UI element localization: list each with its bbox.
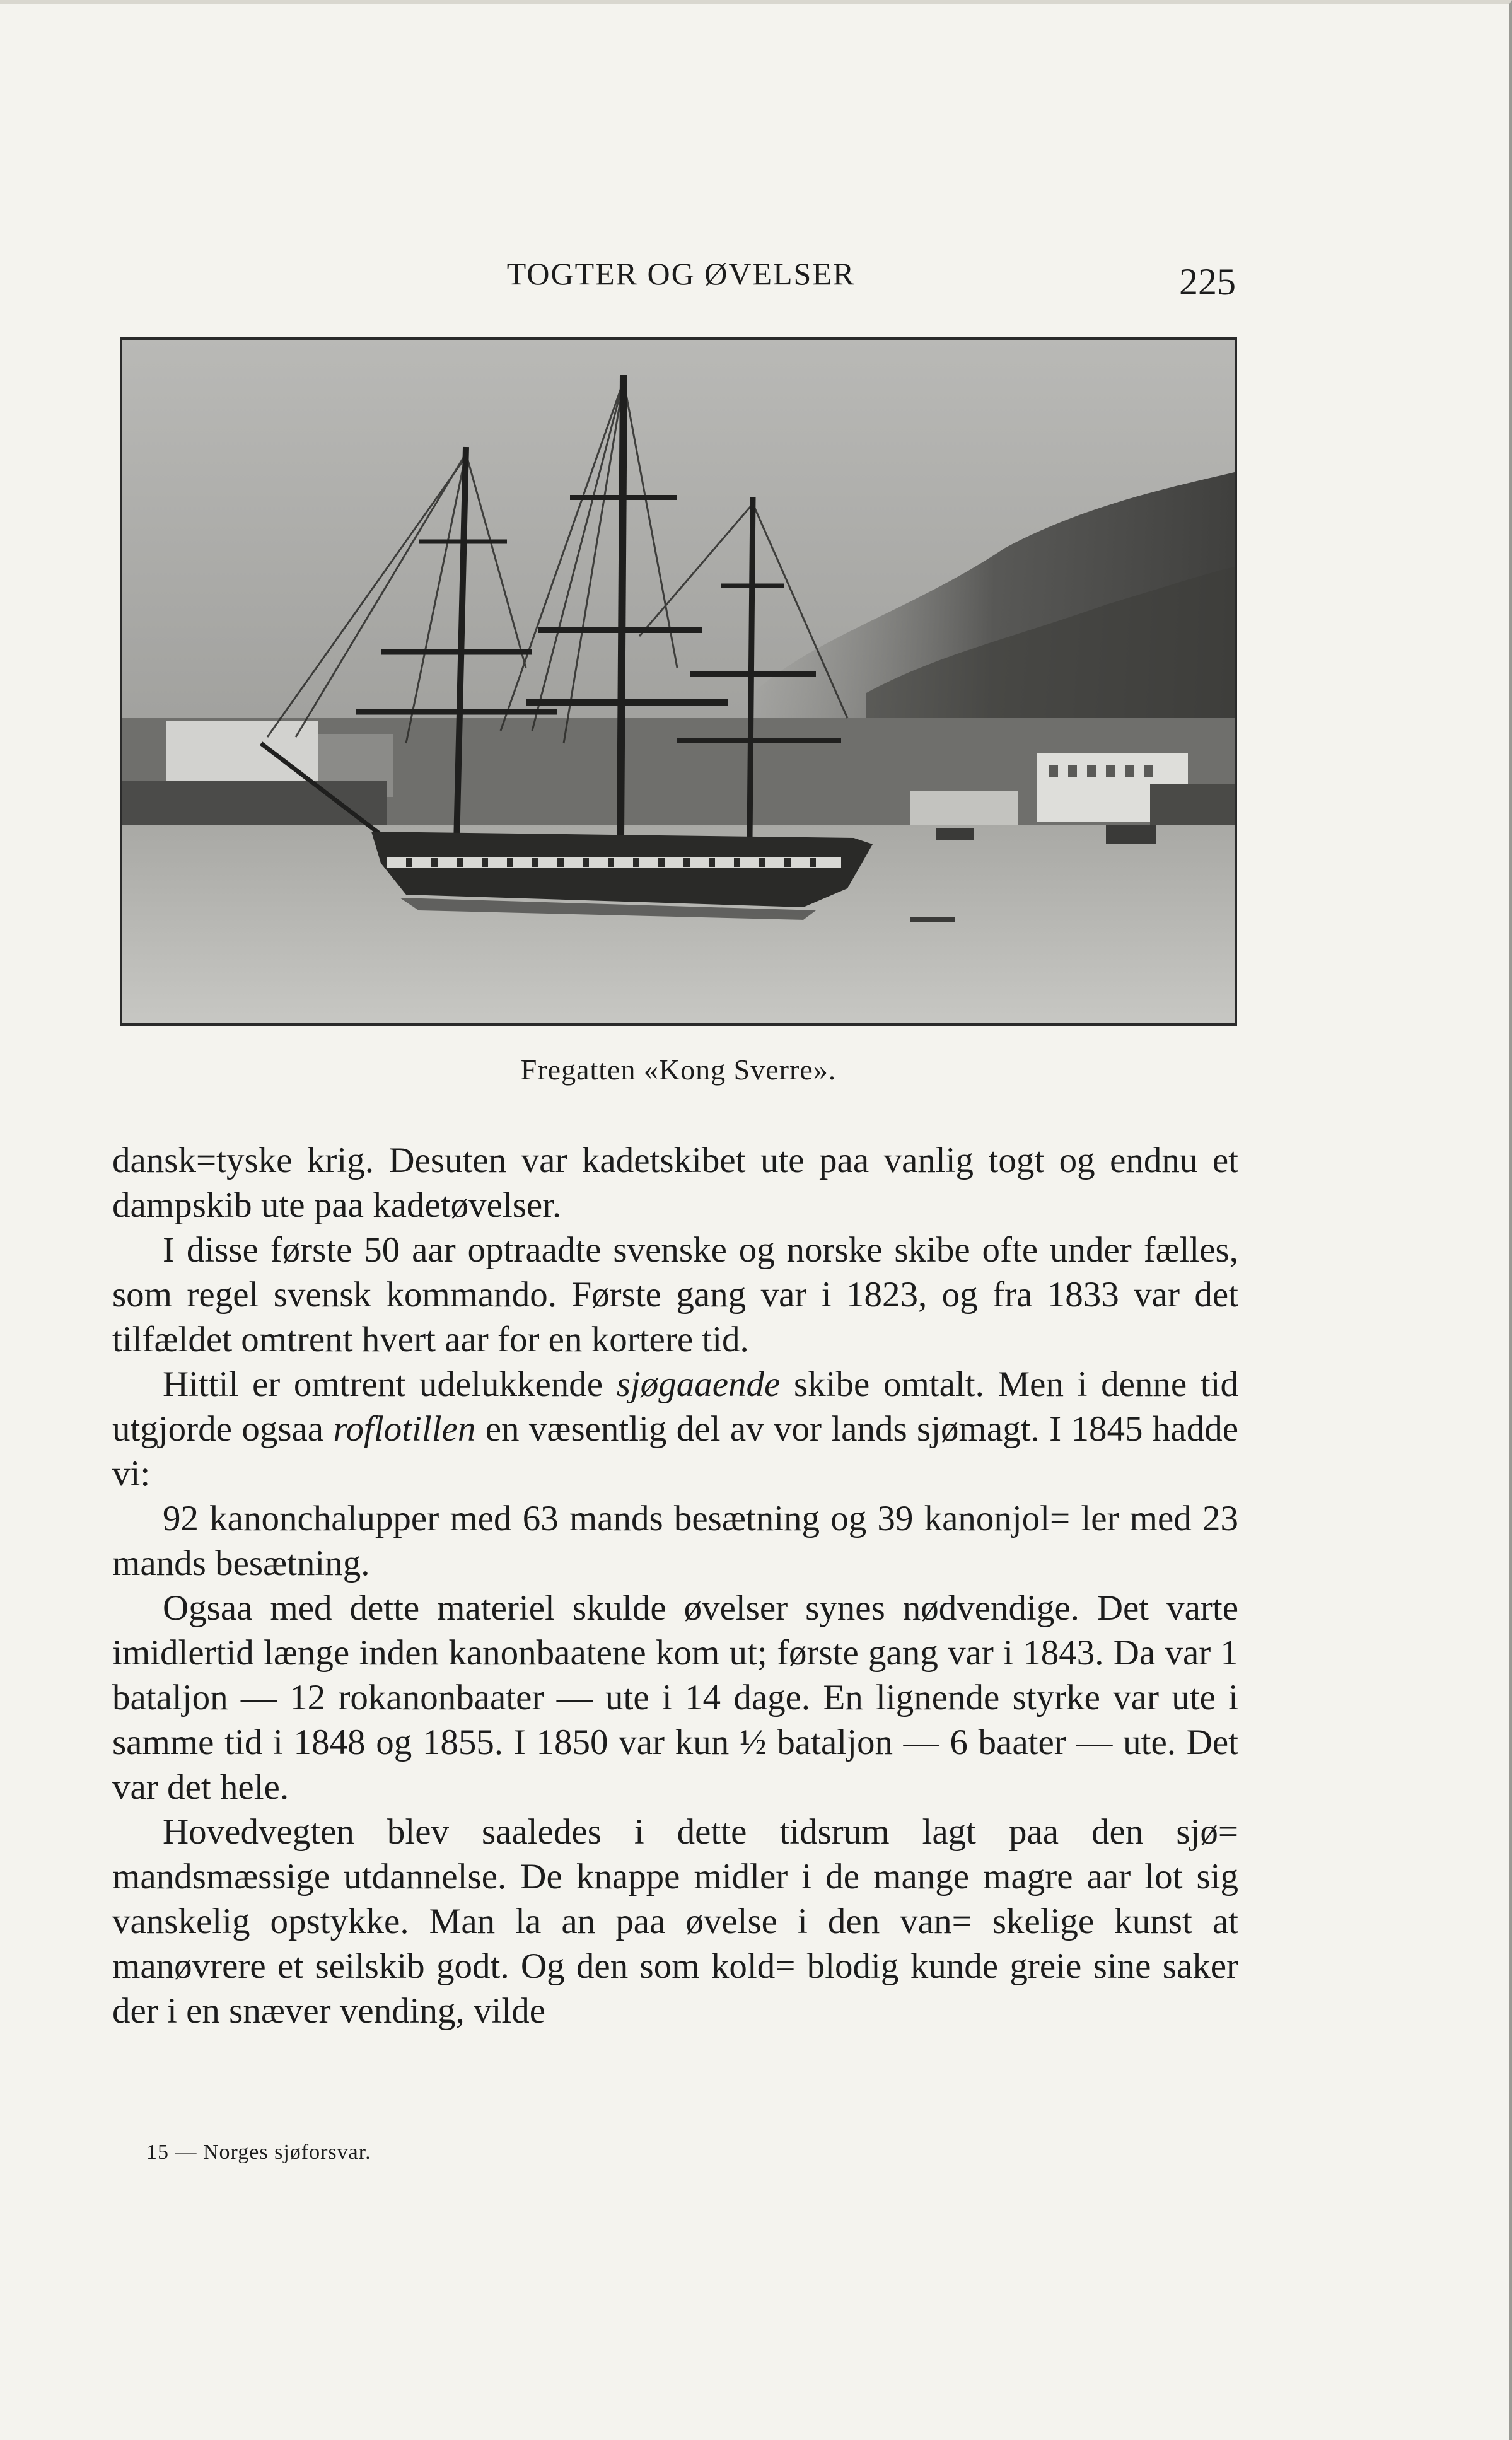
text-run: skibe omtalt. Men i denne tid utgjorde ogsaa [112,1364,1238,1449]
text-run: Hovedvegten blev saaledes i dette tidsrum lagt paa den sjø= mandsmæssige utdannelse. De knappe midler i de mange magre aar lot sig vanskelig opstykke. Man la an paa øvelse i den van= skelige kunst at manøvrere et seilskib godt. Og den som kold= blodig kunde greie sine saker der i en snæver vending, vilde [112,1812,1238,2031]
paragraph [112,1810,1238,2033]
running-head [113,249,1236,303]
text-run: 92 kanonchalupper med 63 mands besætning og 39 kanonjol= ler med 23 mands besætning. [112,1499,1238,1583]
italic-term: roflotillen [333,1409,476,1449]
paragraph [112,1138,1238,1228]
figure-caption: Fregatten «Kong Sverre». [520,1054,837,1086]
paragraph [112,1228,1238,1362]
paragraph [112,1586,1238,1810]
frigate-photograph [120,337,1237,1026]
text-run: I disse første 50 aar optraadte svenske og norske skibe ofte under fælles, som regel svensk kommando. Første gang var i 1823, og fra 1833 var det tilfældet omtrent hvert aar for en kortere tid. [112,1230,1238,1359]
paragraph [112,1496,1238,1586]
text-run: dansk=tyske krig. Desuten var kadetskibet ute paa vanlig togt og endnu et dampskib ute paa kadetøvelser. [112,1141,1238,1225]
running-title: TOGTER OG ØVELSER [506,256,856,291]
italic-term: sjøgaaende [616,1364,781,1404]
text-run: Ogsaa med dette materiel skulde øvelser synes nødvendige. Det varte imidlertid længe inden kanonbaatene kom ut; første gang var i 1843. Da var 1 bataljon — 12 rokanonbaater — ute i 14 dage. En lignende styrke var ute i samme tid i 1848 og 1855. I 1850 var kun ½ bataljon — 6 baater — ute. Det var det hele. [112,1588,1238,1807]
page-number: 225 [1179,261,1236,303]
text-run: Hittil er omtrent udelukkende [163,1364,617,1404]
signature-mark: 15 — Norges sjøforsvar. [146,2141,371,2164]
frigate-illustration [122,340,1235,1023]
text-run: en væsentlig del av vor lands sjømagt. I 1845 hadde vi: [112,1409,1238,1494]
body-text [112,1138,1238,2033]
paragraph [112,1362,1238,1496]
